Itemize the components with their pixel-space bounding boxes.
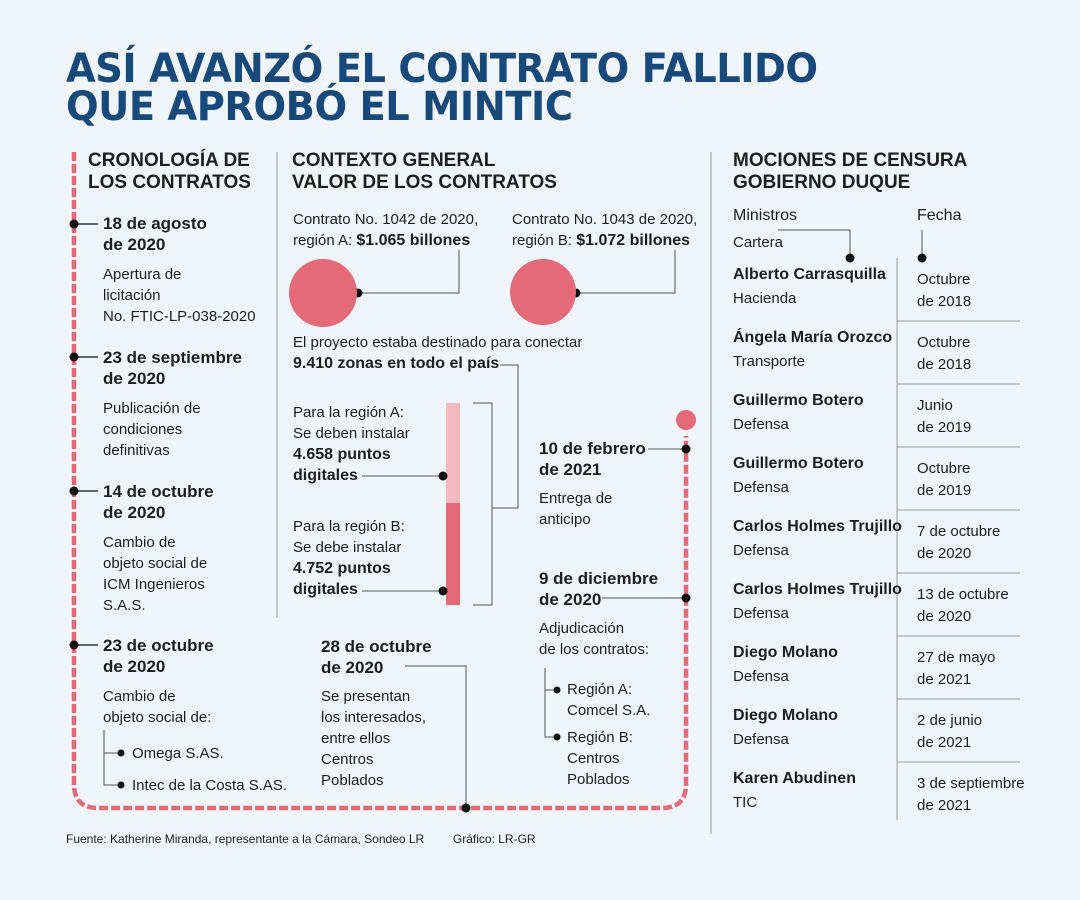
motion-date-line2: de 2020	[917, 545, 972, 562]
footer	[66, 832, 536, 846]
event-feb10: 10 de febrero de 2021 Entrega de anticipo	[539, 439, 646, 528]
region-b-text: Para la región B: Se debe instalar 4.752 puntos digitales	[293, 518, 405, 598]
motion-date-line2: de 2019	[917, 419, 972, 436]
title-line-1: ASÍ AVANZÓ EL CONTRATO FALLIDO	[66, 46, 818, 92]
minister-name: Diego Molano	[733, 644, 838, 661]
event-sep23: 23 de septiembre de 2020 Publicación de condiciones definitivas	[103, 348, 242, 459]
table-row	[733, 328, 892, 372]
motion-date-line2: de 2020	[917, 608, 972, 625]
minister-portfolio: Transporte	[733, 353, 805, 370]
dot-dec9	[682, 594, 691, 603]
contract-a-label: Contrato No. 1042 de 2020, región A: $1.065 billones	[293, 211, 479, 249]
event-oct28: 28 de octubre de 2020 Se presentan los interesados, entre ellos Centros Poblados	[321, 637, 432, 789]
event-oct14: 14 de octubre de 2020 Cambio de objeto social de ICM Ingenieros S.A.S.	[103, 482, 214, 614]
track-end-circle	[676, 410, 696, 430]
footer-source: Fuente: Katherine Miranda, representante a la Cámara, Sondeo LR	[66, 832, 425, 846]
title-line-2: QUE APROBÓ EL MINTIC	[66, 84, 573, 130]
table-row	[733, 643, 838, 687]
minister-portfolio: Defensa	[733, 479, 789, 496]
table-row-date	[917, 269, 971, 313]
motion-date-line1: 27 de mayo	[917, 649, 996, 666]
table-row	[733, 580, 902, 624]
motion-date-line2: de 2018	[917, 356, 972, 373]
motion-date-line1: 2 de junio	[917, 712, 983, 729]
minister-name: Carlos Holmes Trujillo	[733, 518, 902, 535]
minister-name: Guillermo Botero	[733, 392, 864, 409]
table-row	[733, 454, 864, 498]
table-row-date	[917, 647, 995, 691]
minister-name: Karen Abudinen	[733, 770, 856, 787]
minister-name: Ángela María Orozco	[733, 329, 893, 346]
minister-portfolio: TIC	[733, 794, 758, 811]
circle-contract-a	[289, 259, 357, 327]
table-row-date	[917, 773, 1025, 817]
minister-portfolio: Defensa	[733, 605, 789, 622]
minister-name: Carlos Holmes Trujillo	[733, 581, 902, 598]
col-ministers: Ministros	[733, 207, 798, 224]
table-row	[733, 706, 838, 750]
table-row-date	[917, 521, 1000, 565]
motion-date-line2: de 2021	[917, 797, 972, 814]
motion-date-line2: de 2018	[917, 293, 972, 310]
list-item: Intec de la Costa S.AS.	[132, 777, 288, 794]
bar-region-b	[446, 503, 460, 605]
motion-date-line1: Octubre	[917, 460, 971, 477]
minister-name: Diego Molano	[733, 707, 838, 724]
motion-date-line2: de 2021	[917, 671, 972, 688]
table-row	[733, 391, 864, 435]
minister-name: Alberto Carrasquilla	[733, 266, 886, 283]
event-aug18: 18 de agosto de 2020 Apertura de licitación No. FTIC-LP-038-2020	[103, 214, 256, 325]
footer-graphic: Gráfico: LR-GR	[452, 832, 536, 846]
event-oct23: 23 de octubre de 2020 Cambio de objeto social de:	[103, 636, 214, 726]
motion-date-line1: 7 de octubre	[917, 523, 1001, 540]
dot-oct28	[462, 804, 471, 813]
col-date: Fecha	[917, 207, 962, 224]
censure-heading: MOCIONES DE CENSURA GOBIERNO DUQUE	[733, 150, 968, 193]
context-heading: CONTEXTO GENERAL VALOR DE LOS CONTRATOS	[292, 150, 557, 193]
minister-portfolio: Defensa	[733, 668, 789, 685]
motion-date-line1: 13 de octubre	[917, 586, 1009, 603]
circle-contract-b	[510, 259, 576, 325]
table-row	[733, 769, 856, 813]
event-dec9: 9 de diciembre de 2020 Adjudicación de los contratos:	[539, 569, 659, 658]
motion-date-line1: Octubre	[917, 271, 971, 288]
table-row	[733, 265, 886, 309]
table-row-date	[917, 584, 1009, 628]
table-row-date	[917, 395, 971, 439]
contract-b-label: Contrato No. 1043 de 2020, región B: $1.072 billones	[512, 211, 698, 249]
motion-date-line1: Junio	[917, 397, 953, 414]
motion-date-line2: de 2019	[917, 482, 972, 499]
motion-date-line2: de 2021	[917, 734, 972, 751]
minister-name: Guillermo Botero	[733, 455, 864, 472]
motion-date-line1: Octubre	[917, 334, 971, 351]
project-description: El proyecto estaba destinado para conectar 9.410 zonas en todo el país	[293, 334, 583, 372]
bar-region-a	[446, 403, 460, 503]
dot-feb10	[682, 445, 691, 454]
col-portfolio: Cartera	[733, 234, 784, 251]
chronology-heading: CRONOLOGÍA DE LOS CONTRATOS	[88, 150, 251, 193]
list-item: Omega S.AS.	[132, 745, 224, 762]
table-row-date	[917, 332, 971, 376]
minister-portfolio: Defensa	[733, 416, 789, 433]
minister-portfolio: Hacienda	[733, 290, 797, 307]
list-item: Región A: Comcel S.A.	[567, 681, 651, 719]
minister-portfolio: Defensa	[733, 542, 789, 559]
motion-date-line1: 3 de septiembre	[917, 775, 1025, 792]
minister-portfolio: Defensa	[733, 731, 789, 748]
list-item: Región B: Centros Poblados	[567, 729, 633, 788]
table-row-date	[917, 710, 982, 754]
region-a-text: Para la región A: Se deben instalar 4.658 puntos digitales	[293, 404, 410, 484]
table-row	[733, 517, 902, 561]
table-row-date	[917, 458, 971, 502]
